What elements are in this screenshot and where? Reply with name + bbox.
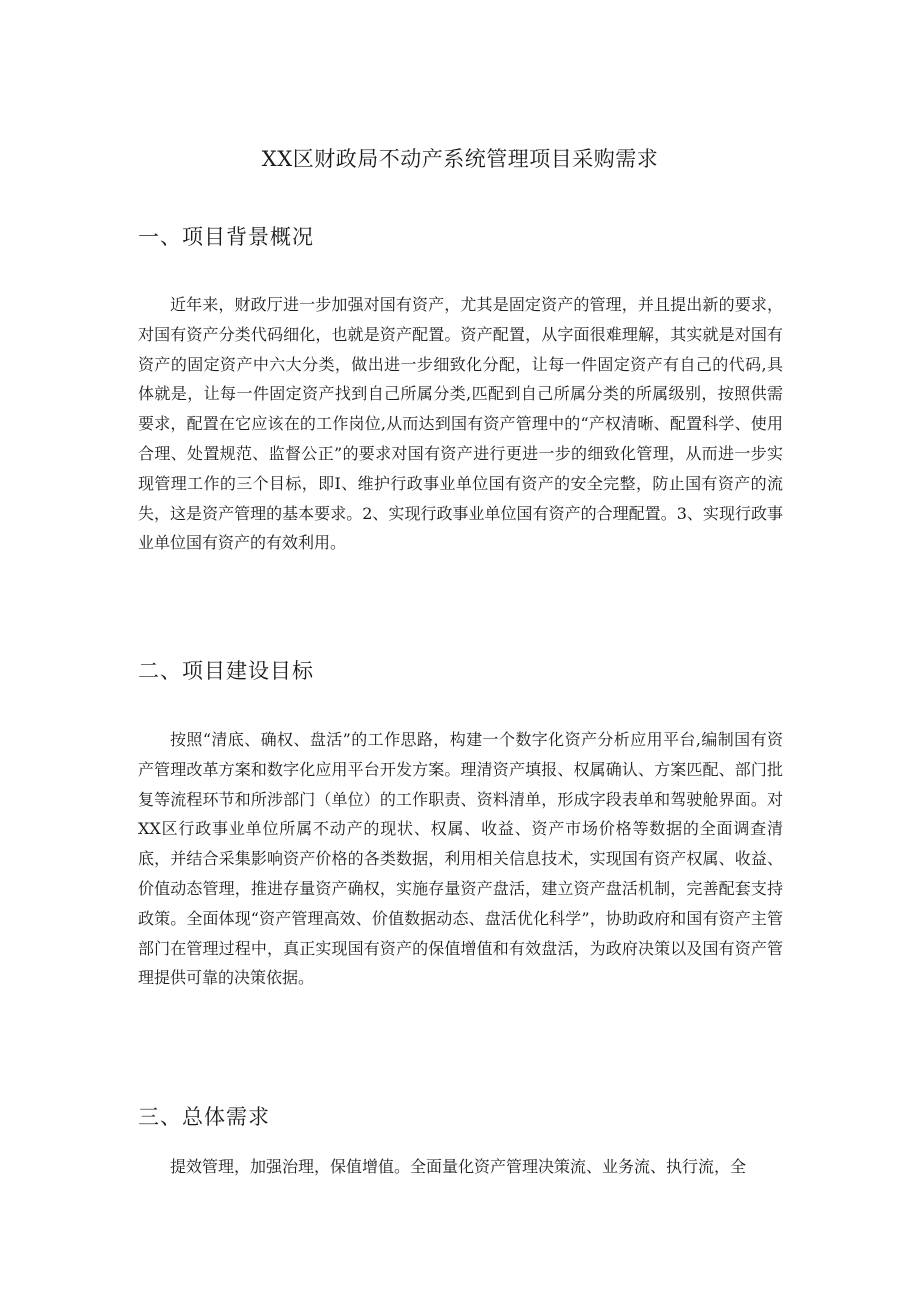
section-heading-background: 一、项目背景概况: [138, 225, 314, 249]
section-heading-goals: 二、项目建设目标: [138, 659, 314, 683]
section-heading-requirements: 三、总体需求: [138, 1105, 270, 1129]
section-paragraph-goals: 按照“清底、确权、盘活”的工作思路，构建一个数字化资产分析应用平台,编制国有资产管理改革方案和数字化应用平台开发方案。理清资产填报、权属确认、方案匹配、部门批复等流程环节和所涉部门（单位）的工作职责、资料清单，形成字段表单和驾驶舱界面。对XX区行政事业单位所属不动产的现状、权属、收益、资产市场价格等数据的全面调查清底，并结合采集影响资产价格的各类数据，利用相关信息技术，实现国有资产权属、收益、价值动态管理，推进存量资产确权，实施存量资产盘活，建立资产盘活机制，完善配套支持政策。全面体现“资产管理高效、价值数据动态、盘活优化科学”，协助政府和国有资产主管部门在管理过程中，真正实现国有资产的保值增值和有效盘活，为政府决策以及国有资产管理提供可靠的决策依据。: [138, 730, 783, 988]
section-paragraph-background: 近年来，财政厅进一步加强对国有资产，尤其是固定资产的管理，并且提出新的要求，对国有资产分类代码细化，也就是资产配置。资产配置，从字面很难理解，其实就是对国有资产的固定资产中六大分类，做出进一步细致化分配，让每一件固定资产有自己的代码,具体就是，让每一件固定资产找到自己所属分类,匹配到自己所属分类的所属级别，按照供需要求，配置在它应该在的工作岗位,从而达到国有资产管理中的“产权清晰、配置科学、使用合理、处置规范、监督公正”的要求对国有资产进行更进一步的细致化管理，从而进一步实现管理工作的三个目标，即I、维护行政事业单位国有资产的安全完整，防止国有资产的流失，这是资产管理的基本要求。2、实现行政事业单位国有资产的合理配置。3、实现行政事业单位国有资产的有效利用。: [138, 295, 783, 553]
section-paragraph-requirements: 提效管理，加强治理，保值增值。全面量化资产管理决策流、业务流、执行流，全: [170, 1157, 747, 1176]
document-title: XX区财政局不动产系统管理项目采购需求: [261, 147, 659, 171]
